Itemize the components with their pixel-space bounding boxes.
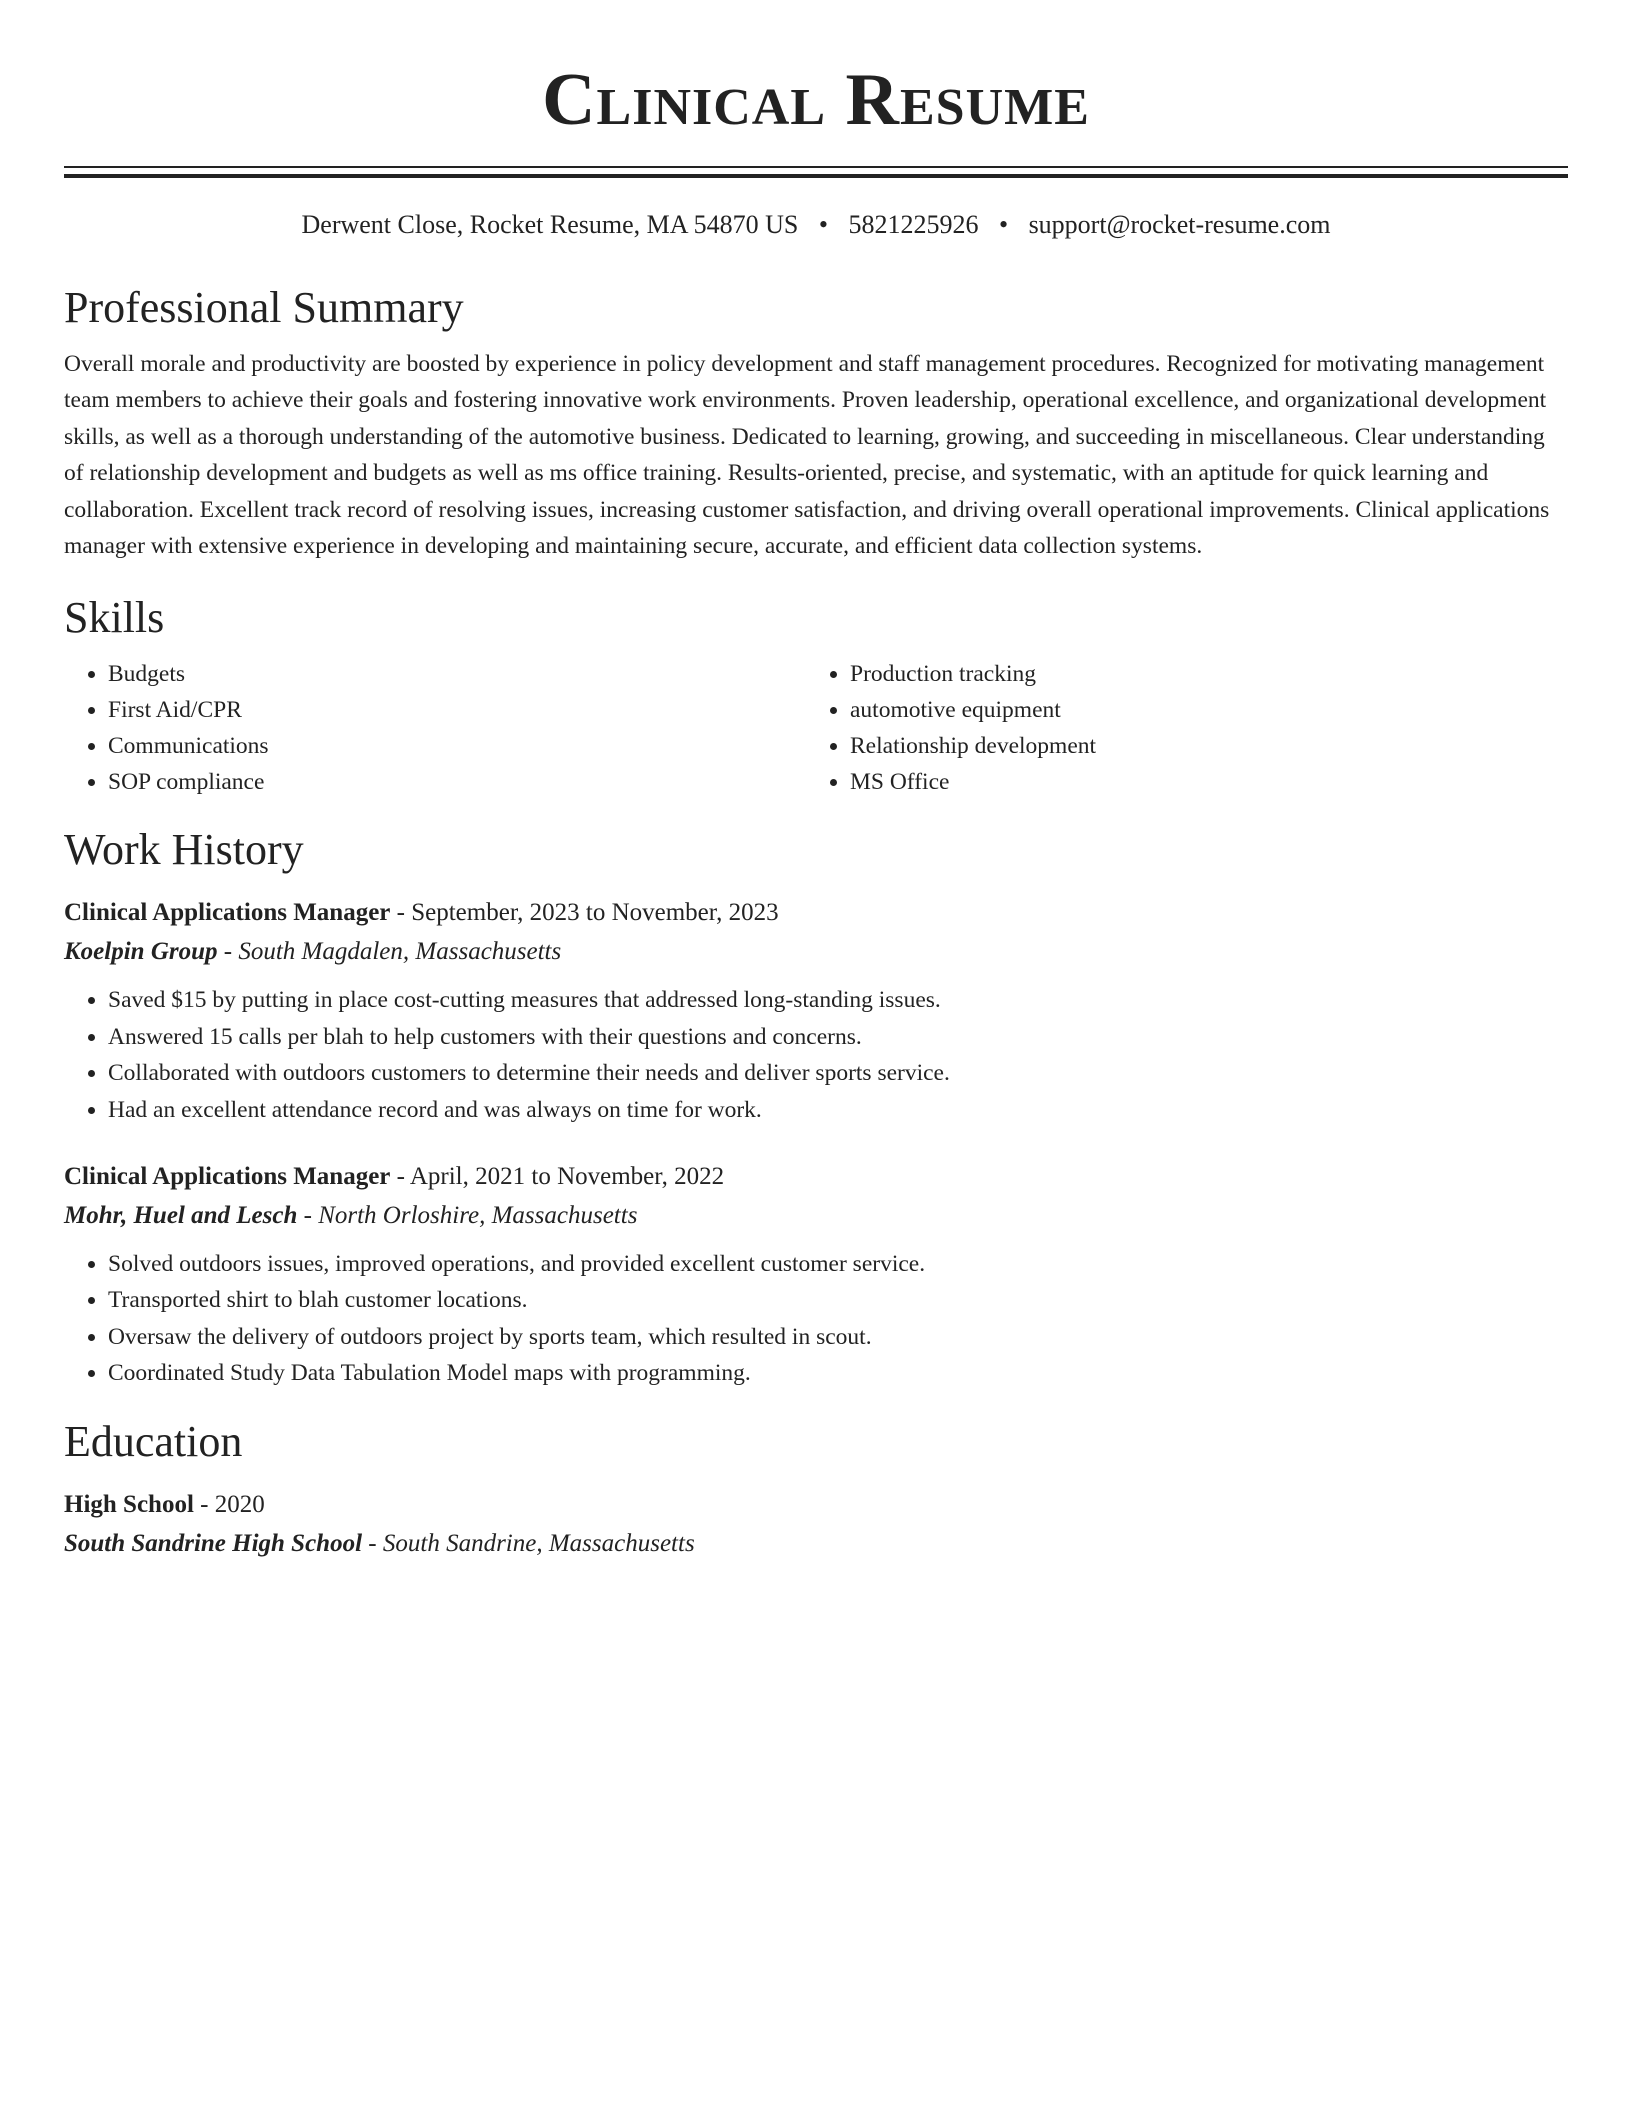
skill-item: • MS Office: [850, 764, 1548, 800]
job-company: Koelpin Group: [64, 938, 218, 966]
job-bullet: • Solved outdoors issues, improved operations, and provided excellent customer service.: [108, 1246, 1568, 1282]
dash: -: [217, 938, 239, 966]
dash: -: [193, 1490, 215, 1518]
job-company-line: [64, 1196, 1568, 1236]
education-degree: High School: [64, 1490, 194, 1518]
job-company-line: [64, 932, 1568, 972]
job-entry: [64, 894, 1568, 1128]
job-dates: September, 2023 to November, 2023: [411, 899, 779, 927]
education-location: South Sandrine, Massachusetts: [382, 1529, 695, 1557]
resume-title: Clinical Resume: [542, 59, 1090, 141]
job-entry: [64, 1158, 1568, 1392]
skill-item: • Communications: [108, 728, 806, 764]
job-role: Clinical Applications Manager: [64, 1163, 391, 1191]
skill-item: • First Aid/CPR: [108, 692, 806, 728]
skills-column-left: [64, 656, 806, 800]
header-divider-thin: [64, 166, 1568, 168]
job-bullet: • Saved $15 by putting in place cost-cutting measures that addressed long-standing issues.: [108, 982, 1568, 1018]
contact-address: Derwent Close, Rocket Resume, MA 54870 US: [301, 210, 799, 239]
education-school: South Sandrine High School: [64, 1529, 363, 1557]
education-heading: Education: [64, 1416, 243, 1466]
skill-item: • automotive equipment: [850, 692, 1548, 728]
job-company: Mohr, Huel and Lesch: [64, 1202, 298, 1230]
contact-line: [64, 208, 1568, 242]
skill-item: • SOP compliance: [108, 764, 806, 800]
education-year: 2020: [214, 1490, 265, 1518]
education-entry: [64, 1486, 1568, 1564]
job-dates: April, 2021 to November, 2022: [409, 1163, 725, 1191]
job-bullet: • Answered 15 calls per blah to help customers with their questions and concerns.: [108, 1019, 1568, 1055]
skills-list: [64, 656, 1568, 800]
dash: -: [362, 1529, 383, 1557]
job-role: Clinical Applications Manager: [64, 899, 391, 927]
job-location: North Orloshire, Massachusetts: [318, 1202, 638, 1230]
job-bullets: [64, 982, 1568, 1128]
header-divider-thick: [64, 174, 1568, 178]
contact-separator: •: [818, 210, 828, 239]
skills-column-right: [806, 656, 1548, 800]
job-bullet: • Collaborated with outdoors customers to determine their needs and deliver sports service.: [108, 1055, 1568, 1091]
summary-heading: Professional Summary: [64, 283, 464, 332]
contact-email: support@rocket-resume.com: [1028, 210, 1331, 239]
job-bullet: • Coordinated Study Data Tabulation Model maps with programming.: [108, 1355, 1568, 1391]
skills-heading: Skills: [64, 593, 165, 643]
job-bullet: • Transported shirt to blah customer locations.: [108, 1282, 1568, 1318]
work-history-heading: Work History: [64, 825, 304, 875]
resume-page: [64, 0, 1568, 1564]
job-location: South Magdalen, Massachusetts: [238, 938, 562, 966]
job-header: [64, 894, 1568, 932]
dash: -: [390, 1163, 410, 1191]
dash: -: [390, 899, 412, 927]
skill-item: • Production tracking: [850, 656, 1548, 692]
job-bullet: • Oversaw the delivery of outdoors project by sports team, which resulted in scout.: [108, 1319, 1568, 1355]
job-bullets: [64, 1246, 1568, 1392]
skill-item: • Relationship development: [850, 728, 1548, 764]
summary-text: Overall morale and productivity are boosted by experience in policy development and staff management procedures. Recognized for motivating management team members to achieve their goals and fostering innovative work environments. Proven leadership, operational excellence, and organizational development skills, as well as a thorough understanding of the automotive business. Dedicated to learning, growing, and succeeding in miscellaneous. Clear understanding of relationship development and budgets as well as ms office training. Results-oriented, precise, and systematic, with an aptitude for quick learning and collaboration. Excellent track record of resolving issues, increasing customer satisfaction, and driving overall operational improvements. Clinical applications manager with extensive experience in developing and maintaining secure, accurate, and efficient data collection systems.: [64, 351, 1550, 560]
education-header: [64, 1486, 1568, 1524]
education-school-line: [64, 1524, 1568, 1564]
contact-phone: 5821225926: [848, 210, 979, 239]
job-header: [64, 1158, 1568, 1196]
dash: -: [297, 1202, 319, 1230]
skill-item: • Budgets: [108, 656, 806, 692]
job-bullet: • Had an excellent attendance record and was always on time for work.: [108, 1092, 1568, 1128]
contact-separator: •: [998, 210, 1009, 239]
